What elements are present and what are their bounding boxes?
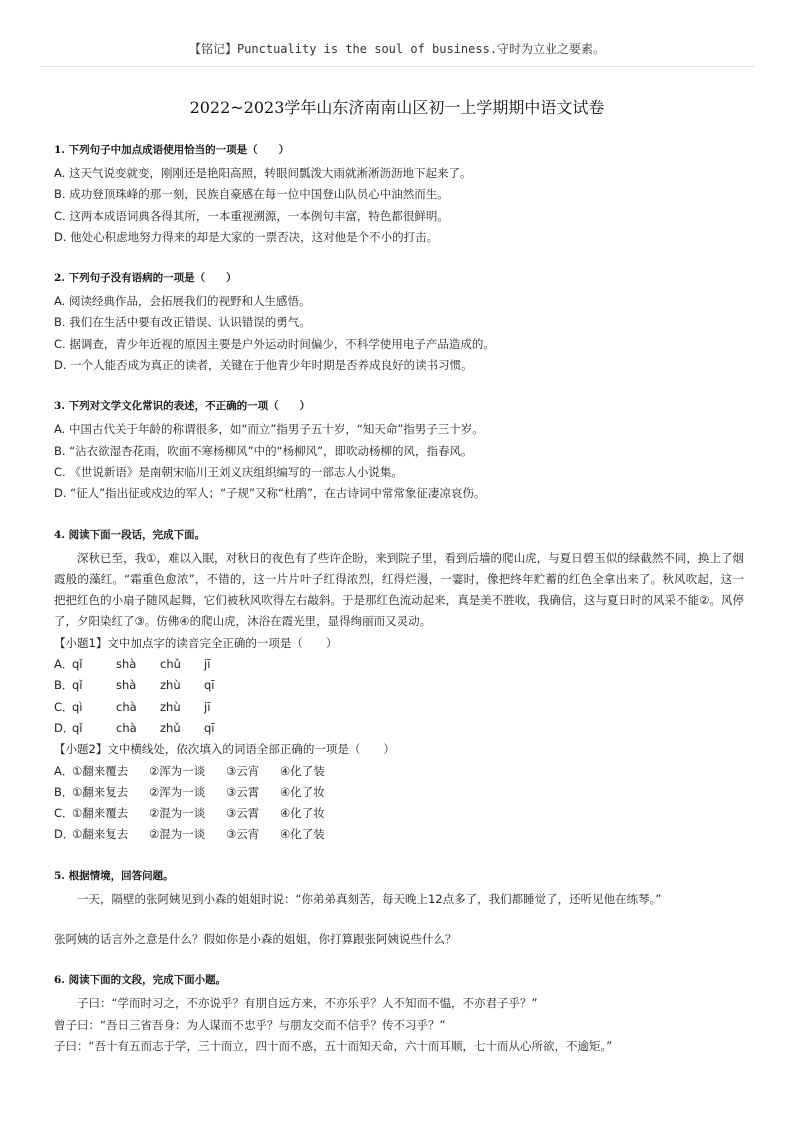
- q6-line-3: 子曰：“吾十有五而志于学，三十而立，四十而不惑，五十而知天命，六十而耳顺，七十而从心所欲，不逾矩。”: [54, 1038, 613, 1053]
- word-choice: ②混为一谈: [149, 806, 206, 821]
- pinyin: chǔ: [160, 657, 181, 672]
- exam-content: [54, 142, 744, 1079]
- q4-sub2-head: 【小题2】文中横线处，依次填入的词语全部正确的一项是（ ）: [54, 742, 395, 757]
- q3-option-c: C. 《世说新语》是南朝宋临川王刘义庆组织编写的一部志人小说集。: [54, 464, 403, 479]
- question-1-head: 1. 下列句子中加点成语使用恰当的一项是（ ）: [54, 144, 290, 156]
- q6-line-1: 子曰：“学而时习之，不亦说乎？有朋自远方来，不亦乐乎？人不知而不愠，不亦君子乎？”: [77, 996, 538, 1011]
- page-title: 2022~2023学年山东济南南山区初一上学期期中语文试卷: [189, 98, 605, 117]
- pinyin: qì: [72, 699, 83, 714]
- pinyin: zhù: [160, 699, 181, 714]
- q4-sub2-option-d: [54, 824, 744, 845]
- q3-option-d: D. “征人”指出征或戍边的军人；“子规”又称“杜鹃”，在古诗词中常常象征凄凉哀伤。: [54, 486, 486, 501]
- q3-option-a: A. 中国古代关于年龄的称谓很多，如“而立”指男子五十岁，“知天命”指男子三十岁。: [54, 422, 484, 437]
- q1-option-a: A. 这天气说变就变，刚刚还是艳阳高照，转眼间瓢泼大雨就淅淅沥沥地下起来了。: [54, 166, 472, 180]
- question-6: [54, 972, 744, 1057]
- q6-line-2: 曾子曰：“吾日三省吾身：为人谋而不忠乎？与朋友交而不信乎？传不习乎？”: [54, 1017, 446, 1032]
- word-choice: ③云霄: [226, 806, 260, 821]
- page-motto: 【铭记】Punctuality is the soul of business.守时为立业之要素。: [188, 42, 606, 56]
- pinyin: zhǔ: [160, 720, 181, 735]
- word-choice: ②混为一谈: [149, 827, 206, 842]
- option-letter: C．: [54, 806, 74, 821]
- word-choice: ④化了妆: [280, 806, 325, 821]
- q5-passage: 一天，隔壁的张阿姨见到小森的姐姐时说：“你弟弟真刻苦，每天晚上12点多了，我们都睡觉了，还听见他在练琴。”: [77, 891, 662, 906]
- q3-option-b: B. “沾衣欲湿杏花雨，吹面不寒杨柳风”中的“杨柳风”，即吹动杨柳的风，指春风。: [54, 443, 473, 458]
- pinyin: qǐ: [72, 720, 83, 735]
- word-choice: ①翻来覆去: [72, 806, 129, 821]
- pinyin: qī: [204, 678, 215, 693]
- question-2-head: 2. 下列句子没有语病的一项是（ ）: [54, 272, 237, 285]
- q4-sub1-option-b: [54, 675, 744, 696]
- pinyin: qǐ: [72, 678, 83, 693]
- header-divider: [40, 66, 754, 67]
- option-letter: B．: [54, 678, 74, 693]
- pinyin: chà: [116, 699, 137, 714]
- q2-option-a: A. 阅读经典作品，会拓展我们的视野和人生感悟。: [54, 294, 311, 309]
- pinyin: chà: [116, 720, 137, 735]
- word-choice: ③云宵: [226, 763, 260, 778]
- pinyin: shà: [116, 678, 137, 693]
- q2-option-c: C. 据调查，青少年近视的原因主要是户外运动时间偏少，不科学使用电子产品造成的。: [54, 336, 495, 351]
- pinyin: shà: [116, 657, 137, 672]
- question-5-head: 5. 根据情境，回答问题。: [54, 869, 174, 882]
- q4-sub2-option-a: [54, 761, 744, 782]
- q4-sub1-option-d: [54, 718, 744, 739]
- word-choice: ②浑为一谈: [149, 763, 206, 778]
- word-choice: ①翻来覆去: [72, 763, 129, 778]
- q4-passage: 深秋已至，我①，难以入眠，对秋日的夜色有了些许企盼，来到院子里，看到后墙的爬山虎，与夏日碧玉似的绿截然不同，换上了烟霞般的藻红。“霜重色愈浓”，不错的，这一片片叶子红得浓烈，红得烂漫，一霎时，像把终年贮蓄的红色全拿出来了。秋风吹起，这一把把红色的小扇子随风起舞，它们被秋风吹得左右敲斜。于是那红色流动起来，真是美不胜收，我确信，这与夏日时的风采不能②。风停了，夕阳染红了③。仿佛④的爬山虎，沐浴在霞光里，显得绚丽而又灵动。: [54, 550, 744, 629]
- option-letter: A．: [54, 657, 74, 672]
- word-choice: ③云霄: [226, 784, 260, 799]
- pinyin: jī: [204, 699, 211, 714]
- q4-sub1-option-c: [54, 697, 744, 718]
- question-2: [54, 270, 744, 376]
- q4-sub1-head: 【小题1】文中加点字的读音完全正确的一项是（ ）: [54, 635, 338, 650]
- q4-sub2-option-b: [54, 782, 744, 803]
- q2-option-d: D. 一个人能否成为真正的读者，关键在于他青少年时期是否养成良好的读书习惯。: [54, 358, 473, 373]
- q4-sub2-option-c: [54, 803, 744, 824]
- q1-option-d: D. 他处心积虑地努力得来的却是大家的一票否决，这对他是个不小的打击。: [54, 229, 439, 244]
- option-letter: A．: [54, 763, 74, 778]
- question-6-head: 6. 阅读下面的文段，完成下面小题。: [54, 974, 227, 987]
- question-3: [54, 398, 744, 504]
- word-choice: ①翻来复去: [72, 827, 129, 842]
- q5-question: 张阿姨的话言外之意是什么？假如你是小森的姐姐，你打算跟张阿姨说些什么？: [54, 932, 457, 947]
- option-letter: D．: [54, 827, 75, 842]
- word-choice: ④化了装: [280, 827, 325, 842]
- word-choice: ③云宵: [226, 827, 260, 842]
- pinyin: qī: [204, 720, 215, 735]
- word-choice: ④化了装: [280, 763, 325, 778]
- word-choice: ②浑为一谈: [149, 784, 206, 799]
- q1-option-c: C. 这两本成语词典各得其所，一本重视溯源，一本例句丰富，特色都很鲜明。: [54, 208, 449, 223]
- option-letter: C．: [54, 699, 74, 714]
- question-3-head: 3. 下列对文学文化常识的表述，不正确的一项（ ）: [54, 400, 311, 413]
- option-letter: D．: [54, 720, 75, 735]
- option-letter: B．: [54, 784, 74, 799]
- q1-option-b: B. 成功登顶珠峰的那一刻，民族自豪感在每一位中国登山队员心中油然而生。: [54, 187, 449, 202]
- q2-option-b: B. 我们在生活中要有改正错误、认识错误的勇气。: [54, 315, 311, 330]
- word-choice: ①翻来复去: [72, 784, 129, 799]
- question-4: [54, 527, 744, 846]
- pinyin: jī: [204, 657, 211, 672]
- pinyin: qǐ: [72, 657, 83, 672]
- question-5: [54, 868, 744, 951]
- pinyin: zhù: [160, 678, 181, 693]
- question-1: [54, 142, 744, 248]
- q4-sub1-option-a: [54, 654, 744, 675]
- question-4-head: 4. 阅读下面一段话，完成下面。: [54, 528, 206, 541]
- word-choice: ④化了妆: [280, 784, 325, 799]
